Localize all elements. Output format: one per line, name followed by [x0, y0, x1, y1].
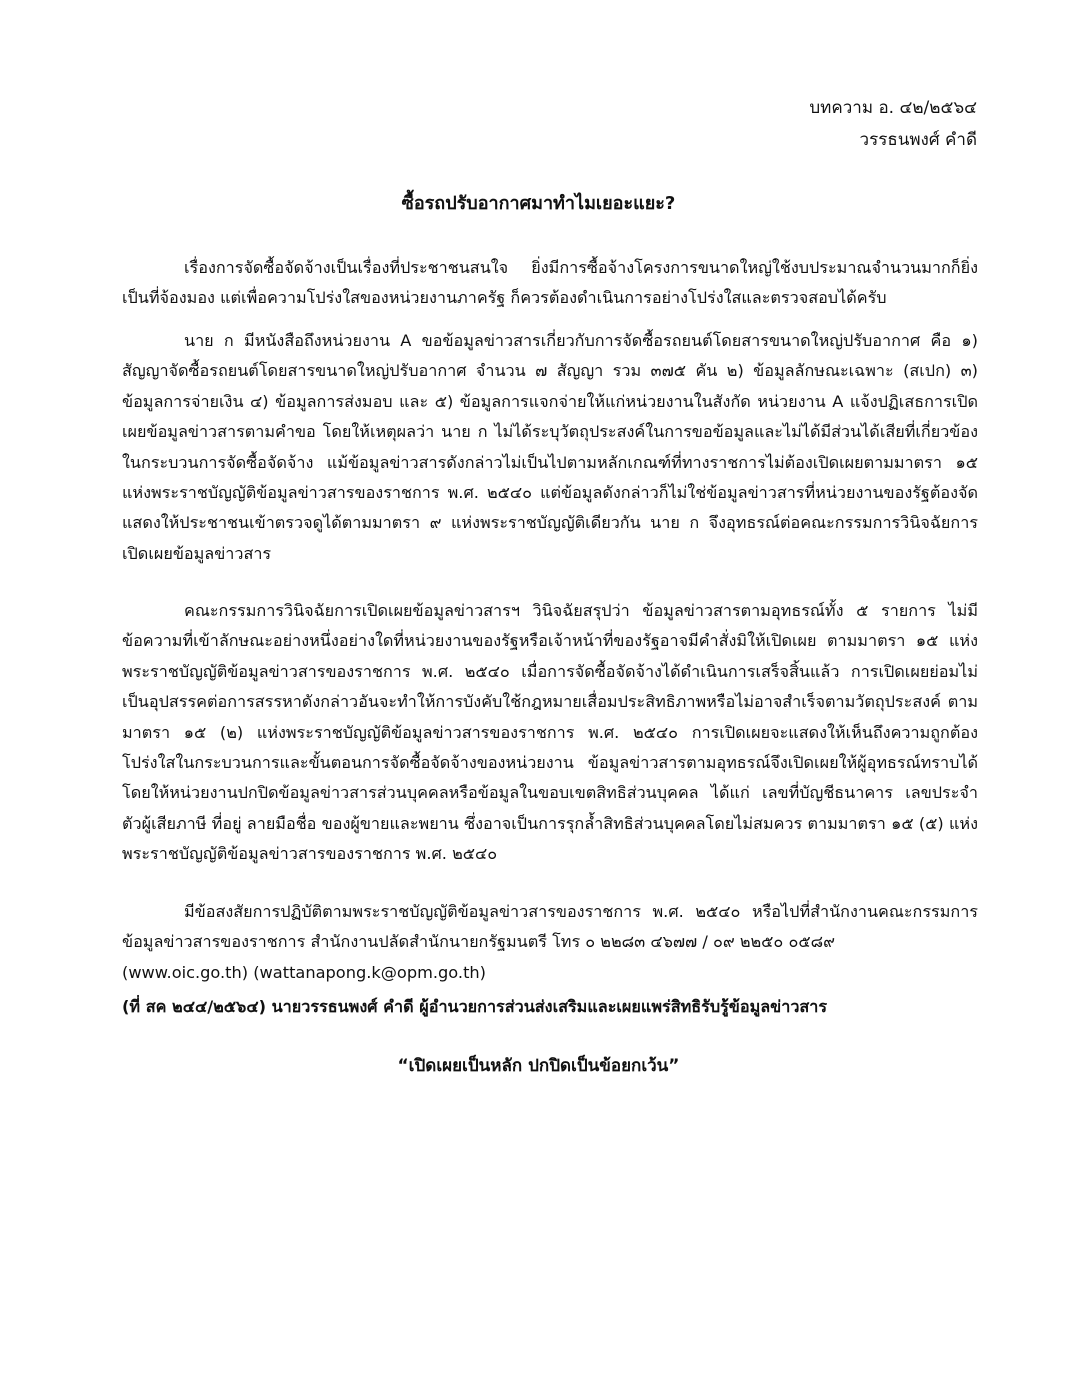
paragraph-case: นาย ก มีหนังสือถึงหน่วยงาน A ขอข้อมูลข่าวสารเกี่ยวกับการจัดซื้อรถยนต์โดยสารขนาดใหญ่ปรับอากาศ คือ ๑) สัญญาจัดซื้อรถยนต์โดยสารขนาดใหญ่ปรับอากาศ จำนวน ๗ สัญญา รวม ๓๗๕ คัน ๒) ข้อมูลลักษณะเฉพาะ (สเปก) ๓) ข้อมูลการจ่ายเงิน ๔) ข้อมูลการส่งมอบ และ ๕) ข้อมูลการแจกจ่ายให้แก่หน่วยงานในสังกัด หน่วยงาน A แจ้งปฏิเสธการเปิดเผยข้อมูลข่าวสารตามคำขอ โดยให้เหตุผลว่า นาย ก ไม่ได้ระบุวัตถุประสงค์ในการขอข้อมูลและไม่ได้มีส่วนได้เสียที่เกี่ยวข้องในกระบวนการจัดซื้อจัดจ้าง แม้ข้อมูลข่าวสารดังกล่าวไม่เป็นไปตามหลักเกณฑ์ที่ทางราชการไม่ต้องเปิดเผยตามมาตรา ๑๕ แห่งพระราชบัญญัติข้อมูลข่าวสารของราชการ พ.ศ. ๒๕๔๐ แต่ข้อมูลดังกล่าวก็ไม่ใช่ข้อมูลข่าวสารที่หน่วยงานของรัฐต้องจัดแสดงให้ประชาชนเข้าตรวจดูได้ตามมาตรา ๙ แห่งพระราชบัญญัติเดียวกัน นาย ก จึงอุทธรณ์ต่อคณะกรรมการวินิจฉัยการเปิดเผยข้อมูลข่าวสาร [122, 331, 978, 563]
article-number: บทความ อ. ๔๒/๒๕๖๔ [809, 98, 977, 118]
article-header [809, 92, 977, 156]
paragraph-inquiry: มีข้อสงสัยการปฏิบัติตามพระราชบัญญัติข้อมูลข่าวสารของราชการ พ.ศ. ๒๕๔๐ หรือไปที่สำนักงานคณะกรรมการข้อมูลข่าวสารของราชการ สำนักงานปลัดสำนักนายกรัฐมนตรี โทร ๐ ๒๒๘๓ ๔๖๗๗ / ๐๙ ๒๒๕๐ ๐๕๘๙ [122, 902, 978, 952]
motto: “เปิดเผยเป็นหลัก ปกปิดเป็นข้อยกเว้น” [397, 1056, 680, 1076]
author-name: วรรธนพงศ์ คำดี [859, 130, 977, 150]
reference-line: (ที่ สค ๒๔๔/๒๕๖๔) นายวรรธนพงศ์ คำดี ผู้อำนวยการส่วนส่งเสริมและเผยแพร่สิทธิรับรู้ข้อมูลข่าวสาร [122, 997, 828, 1016]
paragraph-intro: เรื่องการจัดซื้อจัดจ้างเป็นเรื่องที่ประชาชนสนใจ ยิ่งมีการซื้อจ้างโครงการขนาดใหญ่ใช้งบประมาณจำนวนมากก็ยิ่งเป็นที่จ้องมอง แต่เพื่อความโปร่งใสของหน่วยงานภาครัฐ ก็ควรต้องดำเนินการอย่างโปร่งใสและตรวจสอบได้ครับ [122, 258, 978, 308]
article-title: ซื้อรถปรับอากาศมาทำไมเยอะแยะ? [401, 193, 676, 214]
paragraph-ruling: คณะกรรมการวินิจฉัยการเปิดเผยข้อมูลข่าวสารฯ วินิจฉัยสรุปว่า ข้อมูลข่าวสารตามอุทธรณ์ทั้ง ๕ รายการ ไม่มีข้อความที่เข้าลักษณะอย่างหนึ่งอย่างใดที่หน่วยงานของรัฐหรือเจ้าหน้าที่ของรัฐอาจมีคำสั่งมิให้เปิดเผย ตามมาตรา ๑๕ แห่งพระราชบัญญัติข้อมูลข่าวสารของราชการ พ.ศ. ๒๕๔๐ เมื่อการจัดซื้อจัดจ้างได้ดำเนินการเสร็จสิ้นแล้ว การเปิดเผยย่อมไม่เป็นอุปสรรคต่อการสรรหาดังกล่าวอันจะทำให้การบังคับใช้กฎหมายเสื่อมประสิทธิภาพหรือไม่อาจสำเร็จตามวัตถุประสงค์ ตามมาตรา ๑๕ (๒) แห่งพระราชบัญญัติข้อมูลข่าวสารของราชการ พ.ศ. ๒๕๔๐ การเปิดเผยจะแสดงให้เห็นถึงความถูกต้องโปร่งใสในกระบวนการและขั้นตอนการจัดซื้อจัดจ้างของหน่วยงาน ข้อมูลข่าวสารตามอุทธรณ์จึงเปิดเผยให้ผู้อุทธรณ์ทราบได้ โดยให้หน่วยงานปกปิดข้อมูลข่าวสารส่วนบุคคลหรือข้อมูลในขอบเขตสิทธิส่วนบุคคล ได้แก่ เลขที่บัญชีธนาคาร เลขประจำตัวผู้เสียภาษี ที่อยู่ ลายมือชื่อ ของผู้ขายและพยาน ซึ่งอาจเป็นการรุกล้ำสิทธิส่วนบุคคลโดยไม่สมควร ตามมาตรา ๑๕ (๕) แห่งพระราชบัญญัติข้อมูลข่าวสารของราชการ พ.ศ. ๒๕๔๐ [122, 601, 978, 864]
contact-links: (www.oic.go.th) (wattanapong.k@opm.go.th) [122, 963, 486, 982]
